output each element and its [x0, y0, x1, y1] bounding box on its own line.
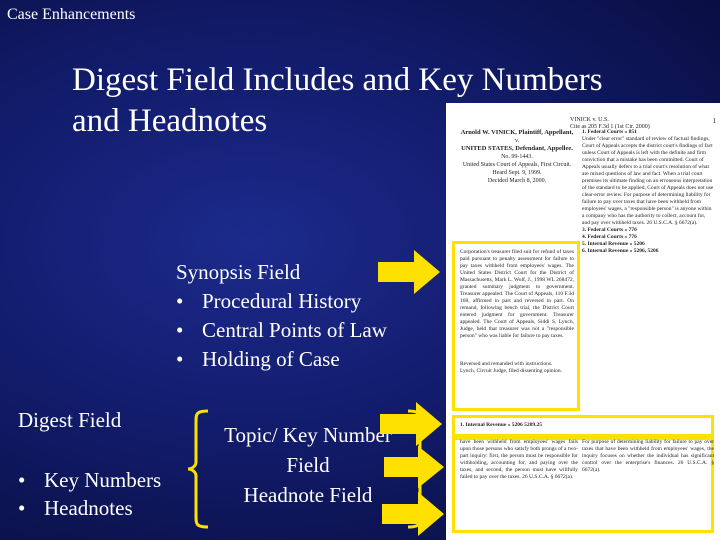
docket-number: No. 99-1443. [501, 154, 533, 160]
arrow-right-icon [378, 400, 444, 448]
headnote-key-number: 1. Internal Revenue » 5206 5209.25 [460, 422, 543, 428]
breadcrumb: Case Enhancements [7, 6, 136, 23]
synopsis-item: • Holding of Case [176, 345, 387, 374]
synopsis-text: Corporation's treasurer filed suit for refund of taxes paid pursuant to penalty assessment for failure to pay taxes withheld from employees' wages. The United States District Court for the District of Massachusetts, Mark L. Wolf, J., 1998 WL 268472, granted summary judgment to government. Treasurer appealed. The Court of Appeals, 110 F.3d 168, affirmed in part and reversed in part. On remand, following bench trial, the District Court entered judgment for government. Treasurer appealed. The Court of Appeals, Siddi S. Lynch, Judge, held that treasurer was not a "responsible person" who was liable for failure to pay taxes. [460, 249, 574, 339]
document-right-column [582, 129, 714, 255]
topic-field-label: Field [286, 453, 330, 477]
headnote-field-label: Headnote Field [243, 483, 373, 507]
synopsis-heading: Synopsis Field [176, 260, 301, 284]
headnote-body-continued: For purpose of determining liability for failure to pay over taxes that have been withheld from employees' wages, the inquiry focuses on whether the individual has significant control over the enterprise's finances. 26 U.S.C.A. § 6672(a). [582, 439, 714, 473]
synopsis-item: • Procedural History [176, 287, 387, 316]
digest-item: • Key Numbers [18, 466, 161, 494]
decided-date: Decided March 8, 2000. [487, 178, 547, 184]
headnote-text: Under "clear error" standard of review of factual findings, Court of Appeals accepts the district court's findings of fact unless Court of Appeals is left with the definite and firm conviction that a mistake has been committed. Court of Appeals usually defers to a trial court's resolution of what are mixed questions of law and fact. When a trial court premises its ultimate finding on an erroneous interpretation of the standard to be applied, Court of Appeals does not use clear-error review. For purpose of determining liability for failure to pay over taxes that have been withheld from employees' wages, a "responsible person" is anyone within a company who has the authority to collect, account for, and pay over withheld taxes. 26 U.S.C.A. § 6672(a). [582, 136, 714, 226]
page-number: 1 [712, 117, 716, 125]
synopsis-item: • Central Points of Law [176, 316, 387, 345]
headnote-key: 5. Internal Revenue » 5206 [582, 241, 645, 247]
synopsis-field-block [176, 258, 387, 374]
slide-title-line2: and Headnotes [72, 103, 268, 139]
headnote-key: 4. Federal Courts » 776 [582, 234, 637, 240]
synopsis-result [460, 361, 574, 375]
slide-title-line1: Digest Field Includes and Key Numbers [72, 62, 603, 98]
case-name: Arnold W. VINICK, Plaintiff, Appellant, [460, 129, 574, 136]
party-name: UNITED STATES, Defendant, Appellee. [461, 145, 573, 152]
case-document-image [446, 103, 720, 540]
document-header-line: VINICK v. U.S. [570, 117, 609, 123]
synopsis-dissent-line: Lynch, Circuit Judge, filed dissenting opinion. [460, 368, 563, 374]
digest-list [18, 466, 161, 522]
document-header-line: Cite as 205 F.3d 1 (1st Cir. 2000) [570, 124, 650, 130]
heard-date: Heard Sept. 9, 1999. [492, 170, 542, 176]
headnote-key: 1. Federal Courts » 851 [582, 129, 637, 135]
digest-item: • Headnotes [18, 494, 161, 522]
digest-field-label: Digest Field [18, 408, 122, 432]
arrow-right-icon [380, 490, 446, 538]
synopsis-list [176, 287, 387, 374]
headnote-key: 3. Federal Courts » 776 [582, 227, 637, 233]
court-name: United States Court of Appeals, First Circuit. [462, 162, 572, 168]
arrow-right-icon [376, 248, 442, 296]
document-caption [458, 129, 576, 185]
versus: v. [514, 138, 520, 144]
headnote-body: have been withheld from employees' wages fails upon those persons who satisfy both prongs of a two-part inquiry: first, the person must be responsible for withholding, accounting for, and paying over the taxes, and second, the person must have willfully failed to pay over the taxes. 26 U.S.C.A. § 6672(a). [460, 439, 578, 480]
synopsis-result-line: Reversed and remanded with instructions. [460, 361, 553, 367]
headnote-key: 6. Internal Revenue » 5206, 5206 [582, 248, 659, 254]
topic-key-number-label: Topic/ Key Number [224, 423, 392, 447]
arrow-right-icon [382, 444, 446, 490]
